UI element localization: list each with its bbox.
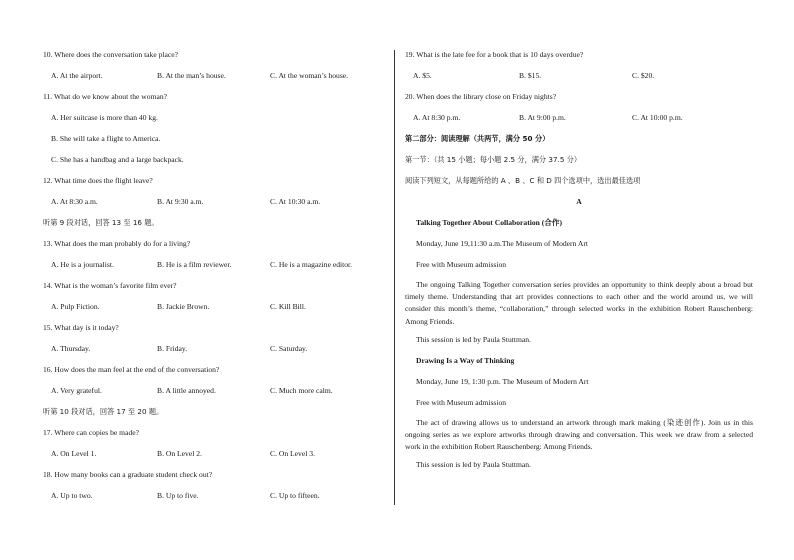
- event-1-title: Talking Together About Collaboration (合作): [416, 218, 562, 227]
- option-a: A. Very grateful.: [51, 386, 102, 395]
- option-b: B. He is a film reviewer.: [157, 260, 232, 269]
- option-a: A. At 8:30 p.m.: [413, 113, 461, 122]
- question-text: 12. What time does the flight leave?: [43, 176, 153, 185]
- question-text: 18. How many books can a graduate student check out?: [43, 470, 213, 479]
- part-two-heading: 第二部分：阅读理解（共两节，满分 50 分）: [405, 134, 550, 143]
- option-a: A. At the airport.: [51, 71, 103, 80]
- question-text: 13. What does the man probably do for a living?: [43, 239, 191, 248]
- options-row: [43, 491, 383, 501]
- event-1-admission: Free with Museum admission: [416, 260, 507, 269]
- option-b: B. Friday.: [157, 344, 188, 353]
- option-c: C. She has a handbag and a large backpack.: [51, 155, 184, 164]
- option-a: A. Pulp Fiction.: [51, 302, 100, 311]
- option-c: C. $20.: [632, 71, 655, 80]
- option-c: C. Much more calm.: [270, 386, 333, 395]
- option-b: B. At 9:00 p.m.: [519, 113, 566, 122]
- option-c: C. At the woman’s house.: [270, 71, 349, 80]
- question-text: 17. Where can copies be made?: [43, 428, 140, 437]
- options-row: [43, 197, 383, 207]
- option-c: C. At 10:00 p.m.: [632, 113, 683, 122]
- event-2-time: Monday, June 19, 1:30 p.m. The Museum of Modern Art: [416, 376, 589, 386]
- question-20: 20. When does the library close on Friday nights?: [405, 92, 557, 101]
- event-1-leader: This session is led by Paula Stuttman.: [416, 334, 531, 344]
- options-row: [43, 302, 383, 312]
- option-a: A. On Level 1.: [51, 449, 97, 458]
- section-one-heading: 第一节：（共 15 小题；每小题 2.5 分，满分 37.5 分）: [405, 155, 582, 164]
- event-2-description: The act of drawing allows us to understand an artwork through mark making (染迹创作). Join us in this ongoing series as we explore artworks through drawing and conversation. This week we draw from a selected work in the exhibition Robert Rauschenberg: Among Friends.: [405, 417, 753, 452]
- option-b: B. She will take a flight to America.: [51, 134, 161, 143]
- column-divider: [394, 50, 395, 505]
- option-a: A. Her suitcase is more than 40 kg.: [51, 113, 158, 122]
- options-row: [43, 449, 383, 459]
- option-c: C. At 10:30 a.m.: [270, 197, 321, 206]
- options-row: [43, 344, 383, 354]
- option-b: B. A little annoyed.: [157, 386, 216, 395]
- options-row: [43, 260, 383, 270]
- question-text: 11. What do we know about the woman?: [43, 92, 168, 101]
- option-b: B. On Level 2.: [157, 449, 202, 458]
- question-19-options: [405, 71, 753, 81]
- question-20-options: [405, 113, 753, 123]
- event-1-time: Monday, June 19,11:30 a.m.The Museum of Modern Art: [416, 239, 588, 248]
- event-2-title: Drawing Is a Way of Thinking: [416, 355, 515, 365]
- passage-label: A: [576, 197, 582, 206]
- question-19: 19. What is the late fee for a book that is 10 days overdue?: [405, 50, 584, 59]
- event-1-description: The ongoing Talking Together conversation series provides an opportunity to think deeply about a broad but timely theme. Understanding that art provides connections to each other and the world around us, we will consider this month’s theme, “collaboration,” through selected works in the exhibition Robert Rauschenberg: Among Friends.: [405, 280, 753, 326]
- option-c: C. Saturday.: [270, 344, 308, 353]
- right-column: [405, 50, 753, 470]
- option-c: C. Up to fifteen.: [270, 491, 320, 500]
- option-b: B. Up to five.: [157, 491, 199, 500]
- question-text: 16. How does the man feel at the end of the conversation?: [43, 365, 220, 374]
- option-c: C. On Level 3.: [270, 449, 315, 458]
- option-b: B. At 9:30 a.m.: [157, 197, 204, 206]
- reading-directions: 阅读下列短文，从每题所给的 A 、B 、C 和 D 四个选项中，选出最佳选项: [405, 176, 641, 185]
- options-row: [43, 386, 383, 396]
- option-a: A. $5.: [413, 71, 432, 80]
- option-b: B. Jackie Brown.: [157, 302, 210, 311]
- option-c: C. He is a magazine editor.: [270, 260, 353, 269]
- option-a: A. At 8:30 a.m.: [51, 197, 98, 206]
- option-a: A. Up to two.: [51, 491, 93, 500]
- option-c: C. Kill Bill.: [270, 302, 306, 311]
- option-a: A. He is a journalist.: [51, 260, 114, 269]
- question-text: 14. What is the woman’s favorite film ever?: [43, 281, 177, 290]
- event-2-admission: Free with Museum admission: [416, 397, 507, 407]
- option-a: A. Thursday.: [51, 344, 91, 353]
- listening-instruction: 听第 9 段对话，回答 13 至 16 题。: [43, 218, 159, 227]
- option-b: B. At the man’s house.: [157, 71, 226, 80]
- option-b: B. $15.: [519, 71, 542, 80]
- options-row: [43, 71, 383, 81]
- listening-instruction: 听第 10 段对话，回答 17 至 20 题。: [43, 407, 164, 416]
- event-2-leader: This session is led by Paula Stuttman.: [416, 460, 531, 470]
- question-text: 10. Where does the conversation take place?: [43, 50, 179, 59]
- question-text: 15. What day is it today?: [43, 323, 119, 332]
- left-column: [43, 50, 383, 512]
